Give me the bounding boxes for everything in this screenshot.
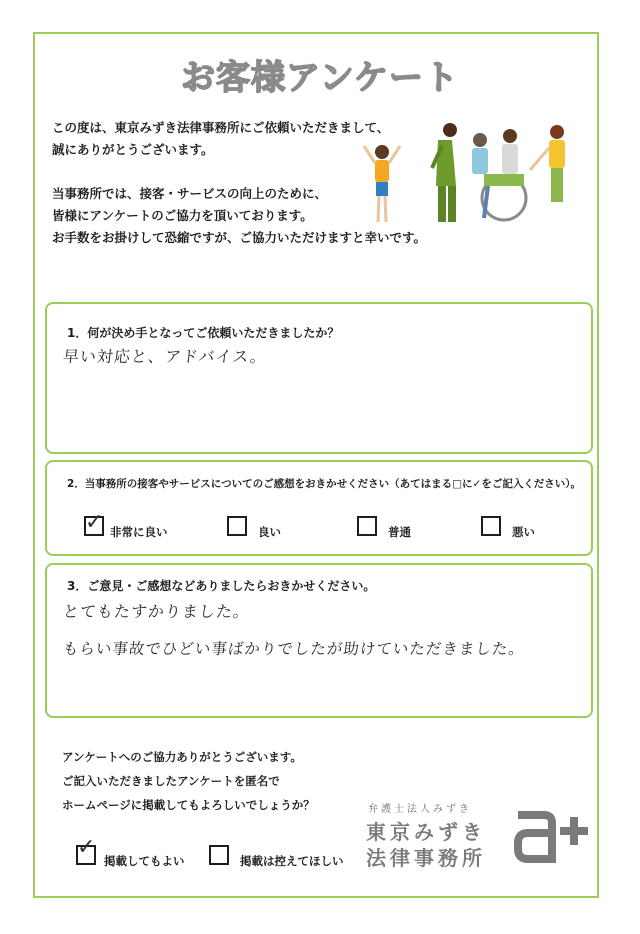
logo-subtitle: 弁護士法人みずき — [368, 804, 472, 815]
family-figure — [472, 125, 565, 220]
intro-line: 誠にありがとうございます。 — [52, 142, 214, 157]
intro-line: 皆様にアンケートのご協力を頂いております。 — [52, 208, 313, 223]
checkmark-icon: ✓ — [77, 835, 96, 860]
question-1-box — [45, 302, 593, 454]
option-average-label: 普通 — [388, 525, 411, 539]
question-1-label: 1．何が決め手となってご依頼いただきましたか？ — [67, 326, 340, 340]
footer-line: ご記入いただきましたアンケートを匿名で — [62, 774, 280, 788]
footer-line: ホームページに掲載してもよろしいでしょうか？ — [62, 798, 315, 812]
checkbox-good[interactable] — [227, 516, 247, 536]
checkbox-average[interactable] — [357, 516, 377, 536]
intro-line: 当事務所では、接客・サービスの向上のために、 — [52, 186, 328, 201]
option-very-good-label: 非常に良い — [110, 525, 168, 539]
logo-mark-icon — [512, 803, 594, 865]
lawyer-figure — [432, 123, 457, 222]
page-title: お客様アンケート — [181, 58, 459, 98]
option-bad-label: 悪い — [512, 525, 535, 539]
child-figure — [364, 145, 400, 222]
logo-name-line2: 法律事務所 — [366, 846, 486, 870]
intro-line: お手数をお掛けして恐縮ですが、ご協力いただけますと幸いです。 — [52, 230, 427, 245]
question-2-label: 2．当事務所の接客やサービスについてのご感想をおきかせください（あてはまる□に✓をご記入ください）。 — [67, 478, 582, 490]
logo-name-line1: 東京みずき — [366, 820, 486, 844]
option-good-label: 良い — [258, 525, 281, 539]
footer-line: アンケートへのご協力ありがとうございます。 — [62, 750, 302, 764]
intro-line: この度は、東京みずき法律事務所にご依頼いただきまして、 — [52, 120, 390, 135]
option-publish-no-label: 掲載は控えてほしい — [240, 854, 344, 868]
checkmark-icon: ✓ — [85, 510, 104, 535]
checkbox-publish-no[interactable] — [209, 845, 229, 865]
question-1-answer: 早い対応と、アドバイス。 — [61, 347, 268, 366]
question-2-box — [45, 460, 593, 556]
people-illustration — [352, 118, 582, 236]
question-3-label: 3．ご意見・ご感想などありましたらおきかせください。 — [67, 579, 376, 593]
option-publish-ok-label: 掲載してもよい — [104, 854, 185, 868]
question-3-answer-line: とてもたすかりました。 — [61, 602, 251, 621]
checkbox-bad[interactable] — [481, 516, 501, 536]
question-3-answer-line: もらい事故でひどい事ばかりでしたが助けていただきました。 — [61, 640, 526, 658]
question-3-box — [45, 563, 593, 718]
